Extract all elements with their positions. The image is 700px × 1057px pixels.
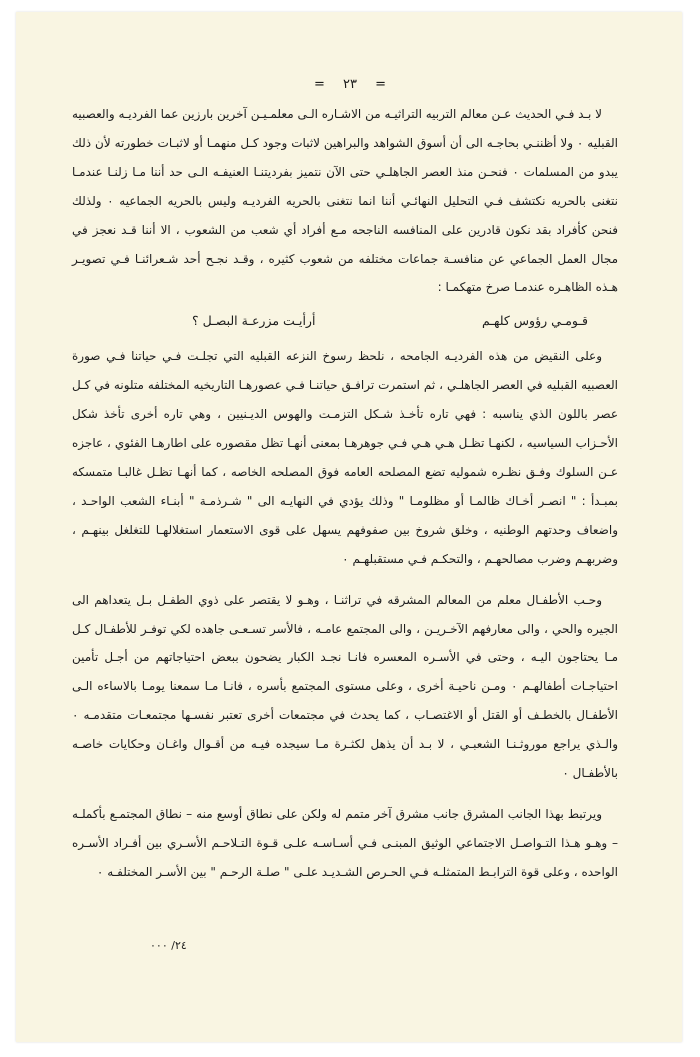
paragraph-1: لا بـد فـي الحديث عـن معالم التربيه التراثيـه من الاشـاره الـى معلمـيـن آخرين بارزين عما الفرديـه والعصبيه القبليه ٠ ولا أظننـي بحاجـه الى أن أسوق الشواهد والبراهين لاثبات وجود كـل منهمـا أو لاثبـات خطورته لأن ذلك يبدو من المسلمات ٠ فنحـن منذ العصر الجاهلـي حتى الآن نتميز بفرديتنـا العنيفـه الـى حد أننا مـا زلنـا عندمـا نتغنى بالحريه نكتشف فـي التحليل النهائـي أننا انما نتغنى بالحريه الفرديـه وليس بالحريه الجماعيه ٠ ولذلك فنحن كأفراد بقد نكون قادرين على المنافسه الناجحه مـع أفراد أي شعب من الشعوب ، الا أننا قـد نعجز في مجال العمل الجماعي عن منافسـة جماعات مختلفه من شعوب كثيره ، وقـد نجـح أحد شـعرائنـا فـي تصويـر هـذه الظاهـره عندمـا صرخ متهكمـا : bbox=[72, 107, 618, 295]
verse-hemistich-2: أرأيـت مزرعـة البصـل ؟ bbox=[192, 313, 316, 329]
page-number: ٢٣ bbox=[343, 77, 357, 92]
verse-hemistich-1: قـومـي رؤوس كلهـم bbox=[481, 313, 588, 329]
paragraph-4: ويرتبط بهذا الجانب المشرق جانب مشرق آخر متمم له ولكن على نطاق أوسع منه – نطاق المجتمـع بأكملـه – وهـو هـذا التـواصـل الاجتماعي الوثيق المبنـى فـي أسـاسـه علـى قـوة التـلاحـم الأسـري بين أفـراد الأسـره الواحده ، وعلى قوة الترابـط المتمثلـه فـي الحـرص الشـديـد علـى " صلـة الرحـم " بين الأسـر المختلفـه ٠ bbox=[72, 806, 618, 879]
page-number-header bbox=[0, 77, 700, 92]
page-number-dash-left: = bbox=[313, 77, 325, 92]
paragraph-3: وحـب الأطفـال معلم من المعالم المشرقه في تراثنـا ، وهـو لا يقتصر على ذوي الطفـل بـل يتعداهم الى الجيره والحي ، والى معارفهم الآخـريـن ، والى المجتمع عامـه ، فالأسر تسـعـى جاهده لكي توفـر للأطفـال كـل مـا يحتاجون اليـه ، وحتى في الأسـره المعسره فانـا نجـد الكبار يضحون ببعض احتياجاتهم من أجـل تأمين احتياجـات أطفالهـم ٠ ومـن ناحيـة أخرى ، وعلى مستوى المجتمع بأسره ، فانـا مـا سمعنا يومـا بالاساءه الـى الأطفـال بالخطـف أو القتل أو الاغتصـاب ، كما يحدث في مجتمعات أخرى تعتبر نفسـها مجتمعـات متقدمـه ٠ والـذي يراجع موروثـنـا الشعبـي ، لا بـد أن يذهل لكثـرة مـا سيجده فيـه من أقـوال واغـان وحكايات خاصـه بالأطفـال ٠ bbox=[72, 592, 618, 781]
paragraph-2: وعلى النقيض من هذه الفرديـه الجامحه ، نلحظ رسوخ النزعه القبليه التي تجلـت فـي حياتنا فـي صورة العصبيه القبليه في العصر الجاهلـي ، ثم استمرت ترافـق حياتنـا فـي عصورهـا التاريخيه المختلفه متلونه في كـل عصر باللون الذي يناسبه : فهي تاره تأخـذ شـكل التزمـت والهوس الديـنيين ، وهي تاره أخرى تأخذ شكل الأحـزاب السياسيه ، لكنهـا تظـل هـي هـي فـي جوهرهـا بمعنى أنهـا تظل مقصوره على اطارهـا الفئوي ، عاجزه عـن السلوك وفـق نظـره شموليه تضع المصلحه العامه فوق المصلحه الخاصه ، كما أنهـا تظـل غالبـا متمسكه بمبـدأ : " انصـر أخـاك ظالمـا أو مظلومـا " وذلك يؤدي في النهايـه الى " شـرذمـة " أبنـاء الشعب الواحـد ، واضعاف وحدتهم الوطنيه ، وخلق شروخ بين صفوفهم يسهل على قوى الاستعمار استغلالهـا للتغلغل بينهـم ، وضربهـم وضرب مصالحهـم ، والتحكـم فـي مستقبلهـم ٠ bbox=[72, 349, 618, 566]
page-footer-code: ٢٤/ ٠٠٠ bbox=[150, 939, 187, 952]
poem-verse bbox=[72, 304, 618, 338]
page-number-dash-right: = bbox=[375, 77, 387, 92]
body-text bbox=[72, 100, 618, 887]
